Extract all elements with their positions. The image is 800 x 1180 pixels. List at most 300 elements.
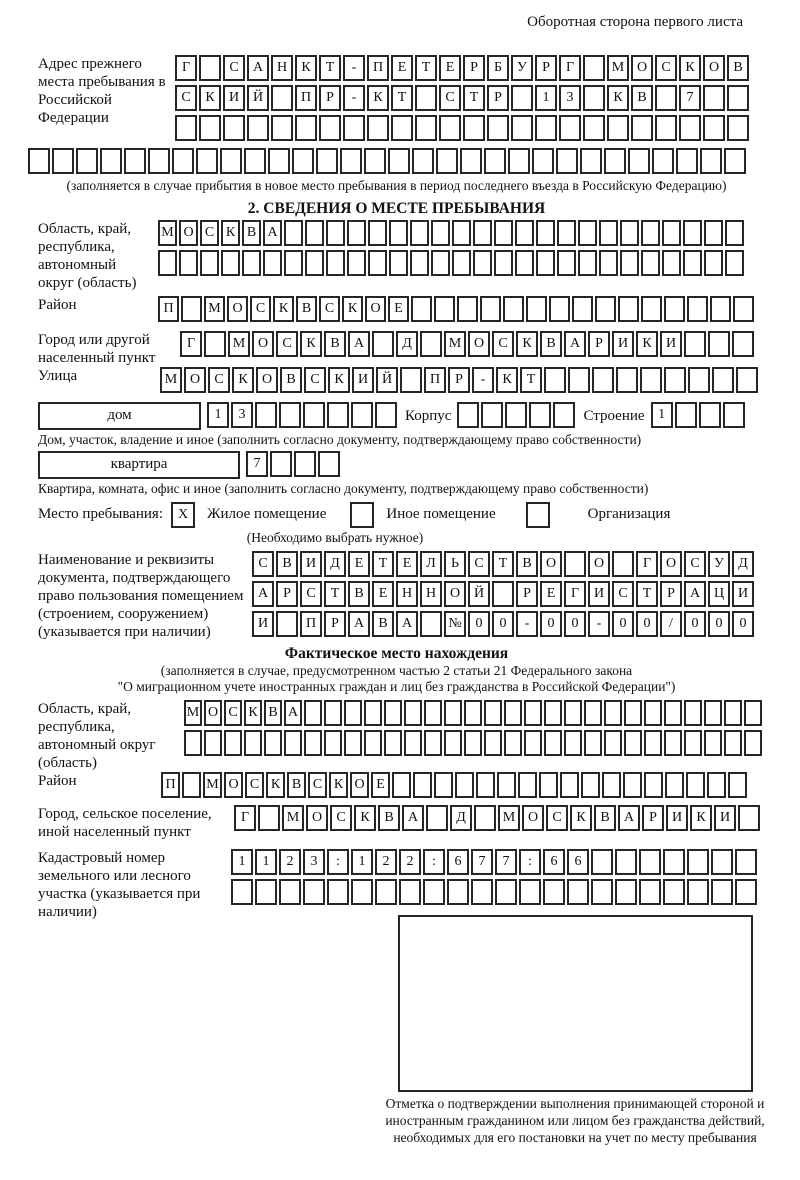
char-box: - <box>343 85 365 111</box>
char-box <box>324 700 342 726</box>
char-box: Р <box>448 367 470 393</box>
char-box <box>392 772 411 798</box>
s2-street-label: Улица <box>38 367 78 384</box>
char-box: С <box>175 85 197 111</box>
char-box <box>519 879 541 905</box>
char-box: - <box>588 611 610 637</box>
char-box: 0 <box>708 611 730 637</box>
char-box: К <box>679 55 701 81</box>
char-box: С <box>304 367 326 393</box>
char-box <box>604 730 622 756</box>
char-box <box>641 250 660 276</box>
char-box: Г <box>636 551 658 577</box>
char-box <box>662 220 681 246</box>
s2-region-label: Область, край, республика, автономный округ (область) <box>38 220 137 291</box>
char-box: 6 <box>543 849 565 875</box>
s2-region-row-2 <box>158 250 746 276</box>
char-box <box>515 250 534 276</box>
char-box: - <box>472 367 494 393</box>
char-box <box>581 772 600 798</box>
document-row-3 <box>252 611 756 637</box>
char-box: И <box>223 85 245 111</box>
char-box: К <box>690 805 712 831</box>
char-box <box>480 296 501 322</box>
char-box: В <box>348 581 370 607</box>
char-box <box>655 115 677 141</box>
char-box <box>641 296 662 322</box>
char-box: С <box>276 331 298 357</box>
document-block <box>38 551 755 641</box>
prev-address-block <box>38 55 755 145</box>
char-box <box>664 296 685 322</box>
char-box <box>578 220 597 246</box>
char-box <box>52 148 74 174</box>
char-box: : <box>519 849 541 875</box>
char-box <box>515 220 534 246</box>
char-box <box>624 730 642 756</box>
char-box <box>508 148 530 174</box>
char-box: А <box>396 611 418 637</box>
char-box: 7 <box>679 85 701 111</box>
char-box: Ь <box>444 551 466 577</box>
char-box <box>318 451 340 477</box>
char-box: И <box>352 367 374 393</box>
char-box: В <box>516 551 538 577</box>
char-box: В <box>296 296 317 322</box>
char-box: В <box>378 805 400 831</box>
char-box <box>686 772 705 798</box>
char-box <box>687 296 708 322</box>
char-box: А <box>247 55 269 81</box>
char-box: С <box>223 55 245 81</box>
char-box <box>725 250 744 276</box>
char-box <box>415 115 437 141</box>
char-box: В <box>324 331 346 357</box>
char-box: 1 <box>255 849 277 875</box>
char-box <box>351 402 373 428</box>
char-box: Р <box>642 805 664 831</box>
prev-address-row-3 <box>175 115 751 141</box>
apartment-boxes <box>246 451 342 477</box>
char-box: О <box>365 296 386 322</box>
char-box <box>578 250 597 276</box>
char-box <box>276 611 298 637</box>
char-box: К <box>199 85 221 111</box>
char-box <box>684 331 706 357</box>
char-box <box>699 402 721 428</box>
char-box <box>473 250 492 276</box>
char-box <box>644 730 662 756</box>
char-box <box>404 730 422 756</box>
char-box <box>400 367 422 393</box>
char-box: Т <box>636 581 658 607</box>
char-box: 7 <box>495 849 517 875</box>
char-box: В <box>631 85 653 111</box>
char-box <box>319 115 341 141</box>
char-box <box>367 115 389 141</box>
char-box: Д <box>450 805 472 831</box>
char-box: С <box>308 772 327 798</box>
char-box <box>410 250 429 276</box>
char-box <box>439 115 461 141</box>
char-box <box>687 879 709 905</box>
char-box <box>580 148 602 174</box>
char-box <box>344 700 362 726</box>
char-box: Й <box>468 581 490 607</box>
char-box <box>683 250 702 276</box>
char-box <box>624 700 642 726</box>
s3-district-label: Район <box>38 773 77 790</box>
char-box: С <box>612 581 634 607</box>
char-box <box>431 220 450 246</box>
char-box: Г <box>180 331 202 357</box>
char-box <box>604 700 622 726</box>
char-box <box>727 115 749 141</box>
char-box <box>364 700 382 726</box>
char-box <box>494 220 513 246</box>
char-box: Т <box>372 551 394 577</box>
cadastre-row-2 <box>231 879 759 905</box>
char-box <box>271 115 293 141</box>
char-box <box>255 879 277 905</box>
char-box: 0 <box>540 611 562 637</box>
cadastre-label: Кадастровый номер земельного или лесного участка (указывается при наличии) <box>38 850 201 921</box>
char-box <box>200 250 219 276</box>
char-box <box>384 730 402 756</box>
char-box: К <box>496 367 518 393</box>
char-box <box>476 772 495 798</box>
char-box: А <box>564 331 586 357</box>
char-box <box>279 402 301 428</box>
char-box: Т <box>324 581 346 607</box>
char-box <box>556 148 578 174</box>
char-box <box>511 115 533 141</box>
char-box: Р <box>324 611 346 637</box>
char-box <box>304 730 322 756</box>
char-box <box>204 331 226 357</box>
char-box: Л <box>420 551 442 577</box>
char-box: 1 <box>351 849 373 875</box>
s2-street-row <box>38 367 755 397</box>
char-box <box>399 879 421 905</box>
char-box: И <box>714 805 736 831</box>
char-box <box>620 220 639 246</box>
char-box <box>364 730 382 756</box>
char-box: С <box>468 551 490 577</box>
stay-checkbox-other <box>350 502 376 528</box>
page-side-note: Оборотная сторона первого листа <box>527 14 743 30</box>
char-box <box>724 148 746 174</box>
char-box <box>423 879 445 905</box>
char-box: Е <box>540 581 562 607</box>
char-box <box>536 250 555 276</box>
char-box: К <box>273 296 294 322</box>
char-box <box>303 879 325 905</box>
char-box: Е <box>439 55 461 81</box>
char-box <box>199 55 221 81</box>
char-box: А <box>252 581 274 607</box>
stroenie-label: Строение <box>583 407 645 424</box>
char-box <box>179 250 198 276</box>
char-box: Н <box>396 581 418 607</box>
house-label-box: дом <box>38 402 201 430</box>
char-box <box>557 250 576 276</box>
char-box <box>76 148 98 174</box>
s3-region-row-1 <box>184 700 764 726</box>
char-box <box>735 879 757 905</box>
char-box <box>444 700 462 726</box>
char-box <box>504 700 522 726</box>
char-box <box>665 772 684 798</box>
char-box <box>28 148 50 174</box>
char-box <box>724 730 742 756</box>
char-box <box>539 772 558 798</box>
char-box <box>258 805 280 831</box>
confirmation-stamp-caption: Отметка о подтверждении выполнения принимающей стороной и иностранным гражданином или лицом без гражданства действий, необходимых для его постановки на учет по месту пребывания <box>385 1096 765 1145</box>
char-box: А <box>402 805 424 831</box>
char-box: К <box>300 331 322 357</box>
char-box <box>628 148 650 174</box>
char-box <box>326 220 345 246</box>
char-box: У <box>511 55 533 81</box>
char-box: А <box>618 805 640 831</box>
stay-type-caption: (Необходимо выбрать нужное) <box>246 529 424 545</box>
char-box: Г <box>234 805 256 831</box>
char-box: О <box>204 700 222 726</box>
char-box: О <box>252 331 274 357</box>
char-box: И <box>588 581 610 607</box>
char-box: М <box>228 331 250 357</box>
char-box <box>292 148 314 174</box>
char-box <box>484 700 502 726</box>
char-box: О <box>631 55 653 81</box>
house-number-boxes <box>207 402 399 428</box>
char-box <box>583 115 605 141</box>
char-box <box>595 296 616 322</box>
char-box: Е <box>388 296 409 322</box>
char-box <box>344 730 362 756</box>
char-box: Й <box>376 367 398 393</box>
char-box <box>263 250 282 276</box>
char-box: Д <box>396 331 418 357</box>
char-box: Р <box>276 581 298 607</box>
char-box <box>284 250 303 276</box>
char-box <box>524 730 542 756</box>
char-box <box>639 879 661 905</box>
char-box <box>242 250 261 276</box>
char-box <box>631 115 653 141</box>
section3-title: Фактическое место нахождения <box>284 644 509 662</box>
house-caption: Дом, участок, владение и иное (заполнить согласно документу, подтверждающему право собственности) <box>38 431 642 447</box>
char-box <box>559 115 581 141</box>
char-box: М <box>184 700 202 726</box>
char-box <box>420 331 442 357</box>
char-box <box>431 250 450 276</box>
char-box: С <box>439 85 461 111</box>
char-box <box>564 730 582 756</box>
char-box <box>388 148 410 174</box>
char-box <box>368 250 387 276</box>
char-box: Д <box>732 551 754 577</box>
char-box: - <box>343 55 365 81</box>
char-box: О <box>588 551 610 577</box>
char-box <box>712 367 734 393</box>
char-box <box>204 730 222 756</box>
char-box: К <box>232 367 254 393</box>
apartment-label-box: квартира <box>38 451 240 479</box>
char-box <box>704 220 723 246</box>
char-box <box>620 250 639 276</box>
s2-district-label: Район <box>38 296 77 313</box>
document-row-1 <box>252 551 756 577</box>
char-box: А <box>284 700 302 726</box>
char-box <box>662 250 681 276</box>
char-box: С <box>655 55 677 81</box>
char-box <box>641 220 660 246</box>
char-box: 0 <box>564 611 586 637</box>
char-box <box>316 148 338 174</box>
char-box <box>511 85 533 111</box>
char-box <box>412 148 434 174</box>
char-box <box>700 148 722 174</box>
char-box <box>675 402 697 428</box>
stay-type-row <box>38 502 755 528</box>
char-box: В <box>276 551 298 577</box>
char-box <box>592 367 614 393</box>
char-box: М <box>204 296 225 322</box>
char-box <box>303 402 325 428</box>
cadastre-block <box>38 849 755 921</box>
char-box: Е <box>372 581 394 607</box>
char-box <box>707 772 726 798</box>
char-box <box>612 551 634 577</box>
char-box: Т <box>415 55 437 81</box>
char-box <box>304 700 322 726</box>
char-box: 3 <box>559 85 581 111</box>
char-box <box>703 115 725 141</box>
char-box: К <box>354 805 376 831</box>
char-box <box>703 85 725 111</box>
char-box: М <box>160 367 182 393</box>
char-box <box>557 220 576 246</box>
char-box <box>568 367 590 393</box>
s3-city-row <box>38 805 755 841</box>
char-box <box>452 250 471 276</box>
stay-option-residential-label: Жилое помещение <box>207 506 327 523</box>
char-box <box>664 367 686 393</box>
section3-caption-line1: (заполняется в случае, предусмотренном частью 2 статьи 21 Федерального закона <box>160 662 633 678</box>
char-box <box>599 250 618 276</box>
char-box <box>572 296 593 322</box>
char-box: В <box>287 772 306 798</box>
char-box <box>184 730 202 756</box>
char-box <box>711 879 733 905</box>
char-box <box>535 115 557 141</box>
char-box <box>473 220 492 246</box>
char-box: С <box>252 551 274 577</box>
char-box <box>327 879 349 905</box>
char-box <box>710 296 731 322</box>
char-box <box>343 115 365 141</box>
house-row <box>38 402 755 430</box>
char-box: Н <box>271 55 293 81</box>
char-box <box>602 772 621 798</box>
char-box <box>434 296 455 322</box>
cadastre-row-1 <box>231 849 759 875</box>
char-box <box>708 331 730 357</box>
char-box <box>652 148 674 174</box>
char-box <box>543 879 565 905</box>
char-box <box>549 296 570 322</box>
char-box <box>640 367 662 393</box>
char-box <box>284 220 303 246</box>
char-box: 7 <box>471 849 493 875</box>
char-box <box>389 220 408 246</box>
char-box: Г <box>175 55 197 81</box>
char-box <box>663 879 685 905</box>
section3-caption-line2: "О миграционном учете иностранных граждан и лиц без гражданства в Российской Федерации") <box>117 679 676 695</box>
char-box <box>384 700 402 726</box>
char-box: Р <box>487 85 509 111</box>
char-box: Е <box>371 772 390 798</box>
char-box <box>564 700 582 726</box>
char-box <box>505 402 527 428</box>
char-box <box>687 849 709 875</box>
char-box: К <box>266 772 285 798</box>
char-box <box>279 879 301 905</box>
char-box <box>553 402 575 428</box>
char-box: О <box>350 772 369 798</box>
char-box <box>732 331 754 357</box>
char-box <box>350 502 374 528</box>
char-box: Р <box>319 85 341 111</box>
char-box: Т <box>492 551 514 577</box>
char-box: 0 <box>636 611 658 637</box>
char-box: С <box>208 367 230 393</box>
char-box <box>724 700 742 726</box>
char-box <box>644 772 663 798</box>
char-box: Е <box>396 551 418 577</box>
char-box <box>351 879 373 905</box>
char-box <box>560 772 579 798</box>
char-box <box>639 849 661 875</box>
char-box <box>148 148 170 174</box>
char-box: И <box>612 331 634 357</box>
char-box: И <box>666 805 688 831</box>
char-box <box>583 55 605 81</box>
char-box <box>688 367 710 393</box>
char-box: С <box>319 296 340 322</box>
char-box <box>544 700 562 726</box>
char-box: Т <box>463 85 485 111</box>
char-box: К <box>607 85 629 111</box>
stay-type-label: Место пребывания: <box>38 506 163 523</box>
char-box <box>607 115 629 141</box>
korpus-boxes <box>457 402 577 428</box>
char-box <box>124 148 146 174</box>
char-box: П <box>367 55 389 81</box>
char-box <box>494 250 513 276</box>
char-box <box>711 849 733 875</box>
char-box <box>676 148 698 174</box>
char-box <box>704 730 722 756</box>
prev-address-rows <box>175 55 751 145</box>
char-box <box>158 250 177 276</box>
char-box <box>347 250 366 276</box>
char-box <box>413 772 432 798</box>
stay-option-other-label: Иное помещение <box>386 506 496 523</box>
char-box: В <box>594 805 616 831</box>
